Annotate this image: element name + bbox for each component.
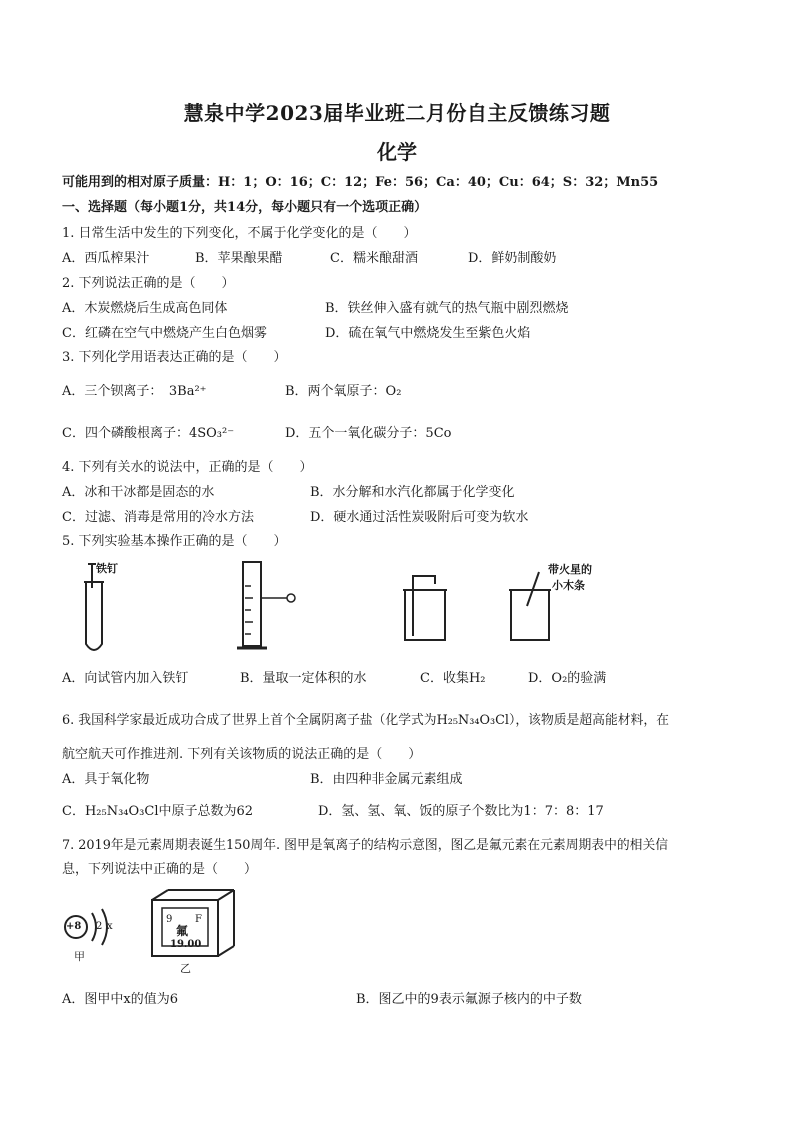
question-1-option-b: B．苹果酿果醋: [195, 251, 283, 266]
shell-2-electrons: x: [107, 921, 113, 932]
question-6-option-b: B．由四种非金属元素组成: [310, 772, 463, 787]
question-1-option-d: D．鲜奶制酸奶: [468, 251, 557, 266]
question-3-option-c: C．四个磷酸根离子：4SO₃²⁻: [62, 426, 235, 441]
figure-jia-label: 甲: [74, 950, 85, 963]
nucleus-charge: +8: [66, 921, 82, 932]
question-1-option-a: A．西瓜榨果汁: [62, 251, 150, 266]
question-7-stem-line-1: 7. 2019年是元素周期表诞生150周年. 图甲是氧离子的结构示意图，图乙是氟元素在元素周期表中的相关信: [62, 838, 669, 853]
gas-collection-bottle-figure: [395, 570, 475, 650]
subject-title: 化学: [377, 140, 417, 164]
question-1-option-c: C．糯米酿甜酒: [330, 251, 418, 266]
shell-1-electrons: 2: [96, 921, 103, 932]
question-6-option-a: A．具于氧化物: [62, 772, 150, 787]
question-4-option-d: D．硬水通过活性炭吸附后可变为软水: [310, 510, 529, 525]
element-atomic-number: 9: [166, 914, 173, 925]
question-6-option-c: C．H₂₅N₃₄O₃Cl中原子总数为62: [62, 804, 254, 819]
question-2-option-d: D．硫在氧气中燃烧发生至紫色火焰: [325, 326, 531, 341]
question-2-option-b: B．铁丝伸入盛有就气的热气瓶中剧烈燃烧: [325, 301, 569, 316]
question-2-option-a: A．木炭燃烧后生成高色同体: [62, 301, 228, 316]
question-2-stem: 2. 下列说法正确的是（ ）: [62, 276, 235, 291]
question-7-stem-line-2: 息，下列说法中正确的是（ ）: [62, 862, 258, 877]
element-name: 氟: [176, 924, 189, 938]
question-4-option-c: C．过滤、消毒是常用的冷水方法: [62, 510, 254, 525]
question-1-stem: 1. 日常生活中发生的下列变化，不属于化学变化的是（ ）: [62, 226, 417, 241]
question-3-stem: 3. 下列化学用语表达正确的是（ ）: [62, 350, 287, 365]
question-5-option-c: C．收集H₂: [420, 671, 486, 686]
question-3-option-b: B．两个氧原子：O₂: [285, 384, 402, 399]
question-2-option-c: C．红磷在空气中燃烧产生白色烟雾: [62, 326, 267, 341]
question-5-option-d: D．O₂的验满: [528, 671, 607, 686]
exam-title: 慧泉中学2023届毕业班二月份自主反馈练习题: [183, 101, 611, 125]
glowing-stick-label-2: 小木条: [552, 579, 585, 592]
question-6-option-d: D．氢、氢、氧、饭的原子个数比为1：7：8：17: [318, 804, 604, 819]
question-4-option-a: A．冰和干冰都是固态的水: [62, 485, 215, 500]
question-4-option-b: B．水分解和水汽化都属于化学变化: [310, 485, 515, 500]
question-6-stem-line-2: 航空航天可作推进剂. 下列有关该物质的说法正确的是（ ）: [62, 747, 422, 762]
graduated-cylinder-figure: [235, 556, 315, 656]
question-5-option-b: B．量取一定体积的水: [240, 671, 367, 686]
element-atomic-mass: 19.00: [170, 939, 202, 950]
glowing-stick-label-1: 带火星的: [548, 563, 592, 576]
section-heading: 一、选择题（每小题1分，共14分，每小题只有一个选项正确）: [62, 200, 428, 215]
question-5-option-a: A．向试管内加入铁钉: [62, 671, 189, 686]
nail-label: 铁钉: [96, 562, 118, 575]
question-7-option-a: A．图甲中x的值为6: [62, 992, 178, 1007]
question-6-stem-line-1: 6. 我国科学家最近成功合成了世界上首个全属阴离子盐（化学式为H₂₅N₃₄O₃Cl），该物质是超高能材料，在: [62, 713, 669, 728]
element-symbol: F: [195, 914, 202, 925]
question-7-option-b: B．图乙中的9表示氟源子核内的中子数: [356, 992, 582, 1007]
oxygen-test-bottle-figure: [505, 566, 565, 646]
figure-yi-label: 乙: [180, 962, 191, 975]
atomic-mass-line: 可能用到的相对原子质量：H：1；O：16；C：12；Fe：56；Ca：40；Cu：64；S：32；Mn55: [62, 175, 659, 190]
question-5-stem: 5. 下列实验基本操作正确的是（ ）: [62, 534, 287, 549]
question-3-option-d: D．五个一氧化碳分子：5Co: [285, 426, 452, 441]
question-3-option-a: A．三个钡离子： 3Ba²⁺: [62, 384, 207, 399]
question-4-stem: 4. 下列有关水的说法中，正确的是（ ）: [62, 460, 313, 475]
